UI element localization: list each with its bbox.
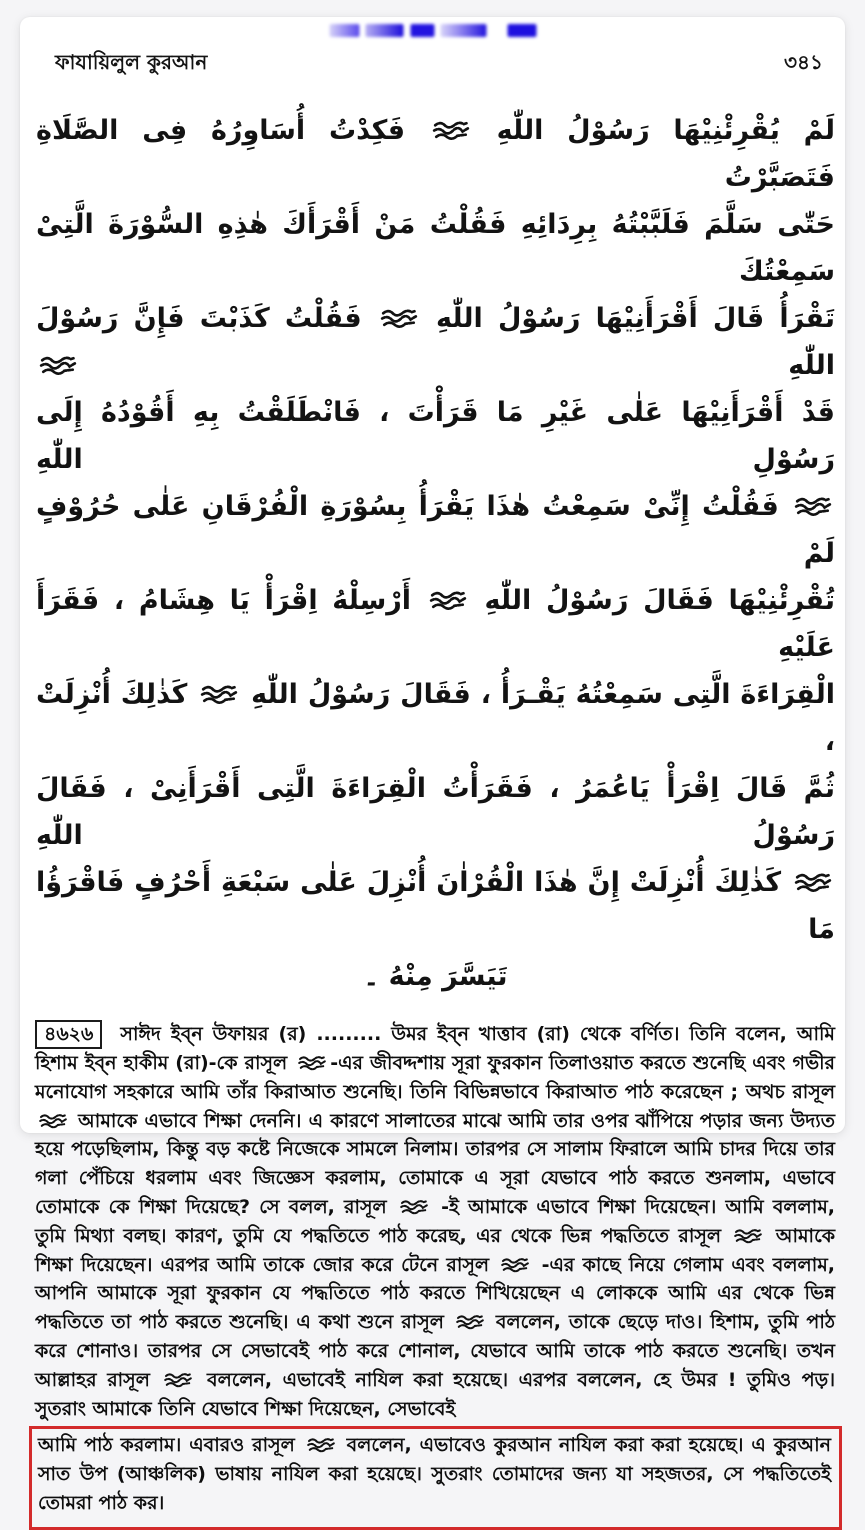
highlighted-text: আমি পাঠ করলাম। এবারও রাসূল বললেন, এভাবেও কুরআন নাযিল করা করা হয়েছে। এ কুরআন সাত উপ (আঞ্চলিক) ভাষায় নাযিল করা হয়েছে। সুতরাং তোমাদের জন্য যা সহজতর, সে পদ্ধতিতেই তোমরা পাঠ কর। [38, 1434, 831, 1514]
arabic-line: ثُمَّ قَالَ اِقْرَأْ يَاعُمَرُ ، فَقَرَأْتُ الْقِرَاءَةَ الَّتِى أَقْرَأَنِىْ ، فَقَالَ رَسُوْلُ اللّٰهِ [36, 773, 835, 851]
arabic-line: كَذٰلِكَ أُنْزِلَتْ إِنَّ هٰذَا الْقُرْاٰنَ أُنْزِلَ عَلٰى سَبْعَةِ أَحْرُفٍ فَاقْرَؤُا مَا [36, 867, 835, 945]
hadith-translation-paragraph [35, 1020, 835, 1423]
hadith-body-text: সাঈদ ইব্‌ন উফায়র (র) ......... উমর ইব্‌ন খাত্তাব (রা) থেকে বর্ণিত। তিনি বলেন, আমি হিশাম ইব্‌ন হাকীম (রা)-কে রাসূল -এর জীবদ্দশায় সূরা ফুরকান তিলাওয়াত করতে শুনেছি এবং গভীর মনোযোগ সহকারে আমি তাঁর কিরাআত শুনেছি। তিনি বিভিন্নভাবে কিরাআত পাঠ করেছেন ; অথচ রাসূল আমাকে এভাবে শিক্ষা দেননি। এ কারণে সালাতের মাঝে আমি তার ওপর ঝাঁপিয়ে পড়ার জন্য উদ্যত হয়ে পড়েছিলাম, কিন্তু বড় কষ্টে নিজেকে সামলে নিলাম। তারপর সে সালাম ফিরালে আমি চাদর দিয়ে তার গলা পেঁচিয়ে ধরলাম এবং জিজ্ঞেস করলাম, তোমাকে এ সূরা যেভাবে পাঠ করতে শুনলাম, এভাবে তোমাকে কে শিক্ষা দিয়েছে? সে বলল, রাসূল -ই আমাকে এভাবে শিক্ষা দিয়েছেন। আমি বললাম, তুমি মিথ্যা বলছ। কারণ, তুমি যে পদ্ধতিতে পাঠ করেছ, এর থেকে ভিন্ন পদ্ধতিতে রাসূল আমাকে শিক্ষা দিয়েছেন। এরপর আমি তাকে জোর করে টেনে রাসূল -এর কাছে নিয়ে গেলাম এবং বললাম, আপনি আমাকে সূরা ফুরকান যে পদ্ধতিতে পাঠ করতে শিখিয়েছেন এ লোককে আমি এর থেকে ভিন্ন পদ্ধতিতে তা পাঠ করতে শুনেছি। এ কথা শুনে রাসূল বললেন, তাকে ছেড়ে দাও। হিশাম, তুমি পাঠ করে শোনাও। তারপর সে সেভাবেই পাঠ করে শোনাল, যেভাবে আমি তাকে পাঠ করতে শুনেছি। তখন আল্লাহর রাসূল বললেন, এভাবেই নাযিল করা হয়েছে। এরপর বললেন, হে উমর ! তুমিও পড়। সুতরাং আমাকে তিনি যেভাবে শিক্ষা দিয়েছেন, সেভাবেই [35, 1023, 835, 1420]
blurred-redaction-bar [329, 24, 536, 37]
redaction-mark [410, 24, 434, 37]
scanned-book-page [20, 17, 845, 1514]
saw-ligature-icon [399, 1199, 429, 1215]
saw-ligature-icon [380, 308, 418, 329]
arabic-line: الْقِرَاءَةَ الَّتِى سَمِعْتُهُ يَقْـرَأُ ، فَقَالَ رَسُوْلُ اللّٰهِ كَذٰلِكَ أُنْزِلَتْ ، [36, 679, 835, 757]
red-highlight-box [29, 1426, 842, 1529]
saw-ligature-icon [38, 1113, 68, 1129]
saw-ligature-icon [306, 1437, 336, 1453]
saw-ligature-icon [794, 496, 832, 517]
page-number: ৩৪১ [784, 50, 823, 74]
saw-ligature-icon [39, 355, 77, 376]
arabic-line: قَدْ أَقْرَأَنِيْهَا عَلٰى غَيْرِ مَا قَرَأْتَ ، فَانْطَلَقْتُ بِهِ أَقُوْدُهُ إِلَى رَسُوْلِ اللّٰهِ [36, 397, 835, 475]
saw-ligature-icon [297, 1055, 327, 1071]
redaction-mark [507, 24, 536, 37]
arabic-line: لَمْ يُقْرِئْنِيْهَا رَسُوْلُ اللّٰهِ فَكِدْتُ أُسَاوِرُهُ فِى الصَّلَاةِ فَتَصَبَّرْتُ [36, 115, 835, 193]
book-title: ফাযায়িলুল কুরআন [55, 50, 208, 74]
saw-ligature-icon [733, 1228, 763, 1244]
saw-ligature-icon [455, 1314, 485, 1330]
saw-ligature-icon [500, 1257, 530, 1273]
redaction-mark [365, 24, 403, 37]
arabic-line: تَيَسَّرَ مِنْهُ ۔ [363, 961, 508, 992]
redaction-mark [440, 24, 486, 37]
saw-ligature-icon [794, 872, 832, 893]
arabic-line: حَتّٰى سَلَّمَ فَلَبَّبْتُهُ بِرِدَائِهِ فَقُلْتُ مَنْ أَقْرَأَكَ هٰذِهِ السُّوْرَةَ الَّتِىْ سَمِعْتُكَ [36, 209, 835, 287]
arabic-line: فَقُلْتُ إِنِّىْ سَمِعْتُ هٰذَا يَقْرَأُ بِسُوْرَةِ الْفُرْقَانِ عَلٰى حُرُوْفٍ لَمْ [36, 491, 835, 569]
arabic-hadith-text [36, 107, 835, 1000]
arabic-line: تَقْرَأُ قَالَ أَقْرَأَنِيْهَا رَسُوْلُ اللّٰهِ فَقُلْتُ كَذَبْتَ فَإِنَّ رَسُوْلَ اللّٰهِ [36, 303, 835, 381]
arabic-line: تُقْرِئْنِيْهَا فَقَالَ رَسُوْلُ اللّٰهِ أَرْسِلْهُ اِقْرَأْ يَا هِشَامُ ، فَقَرَأَ عَلَيْهِ [36, 585, 835, 663]
saw-ligature-icon [163, 1372, 193, 1388]
saw-ligature-icon [429, 590, 467, 611]
redaction-mark [329, 24, 359, 37]
hadith-number: ৪৬২৬ [35, 1020, 102, 1049]
saw-ligature-icon [432, 120, 470, 141]
saw-ligature-icon [200, 684, 238, 705]
